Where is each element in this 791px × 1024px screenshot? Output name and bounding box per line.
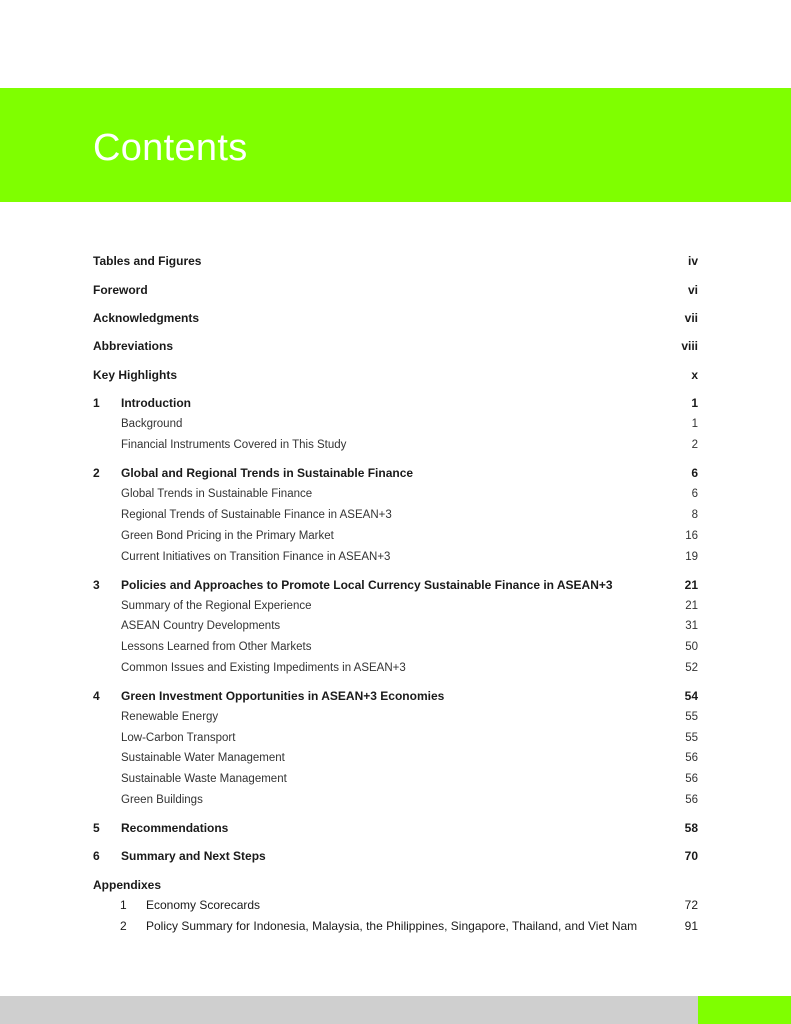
toc-entry-title: Global Trends in Sustainable Finance: [121, 488, 313, 500]
toc-entry-page: 58: [684, 821, 698, 835]
toc-entry-title: Acknowledgments: [93, 311, 200, 325]
toc-entry-title: Recommendations: [121, 821, 229, 835]
toc-entry[interactable]: [93, 659, 698, 677]
toc-entry-title: Background: [121, 418, 183, 430]
toc-entry[interactable]: [93, 527, 698, 545]
toc-entry[interactable]: [93, 337, 698, 355]
toc-entry[interactable]: [93, 687, 698, 705]
toc-entry-title: Sustainable Water Management: [121, 752, 285, 764]
toc-entry[interactable]: [93, 436, 698, 454]
toc-entry-page: 6: [691, 488, 698, 500]
toc-entry-title: Sustainable Waste Management: [121, 773, 287, 785]
toc-entry-title: Summary and Next Steps: [121, 849, 266, 863]
toc-entry[interactable]: [93, 770, 698, 788]
toc-entry[interactable]: [93, 309, 698, 327]
toc-entry-page: 55: [685, 732, 698, 744]
toc-entry[interactable]: [93, 415, 698, 433]
toc-entry[interactable]: [93, 464, 698, 482]
toc-entry[interactable]: [93, 749, 698, 767]
toc-entry-page: 56: [685, 752, 698, 764]
toc-entry-title: Green Buildings: [121, 794, 203, 806]
toc-entry-title: ASEAN Country Developments: [121, 620, 281, 632]
toc-entry-title: Policies and Approaches to Promote Local Currency Sustainable Finance in ASEAN+3: [121, 578, 613, 592]
toc-entry-title: Green Bond Pricing in the Primary Market: [121, 530, 334, 542]
page-title: Contents: [93, 127, 248, 169]
toc-entry-number: 1: [93, 396, 100, 410]
toc-entry-page: 56: [685, 773, 698, 785]
toc-entry[interactable]: [93, 896, 698, 914]
toc-entry-page: 72: [684, 898, 698, 912]
toc-entry-title: Low-Carbon Transport: [121, 732, 236, 744]
toc-entry-page: 55: [685, 711, 698, 723]
toc-entry-page: 8: [691, 509, 698, 521]
toc-entry-title: Renewable Energy: [121, 711, 219, 723]
toc-entry-number: 2: [120, 919, 127, 933]
toc-entry-number: 5: [93, 821, 100, 835]
toc-entry-page: 21: [684, 578, 698, 592]
toc-entry-title: Abbreviations: [93, 339, 174, 353]
toc-entry[interactable]: [93, 638, 698, 656]
toc-entry-page: 31: [685, 620, 698, 632]
toc-entry[interactable]: [93, 617, 698, 635]
toc-entry[interactable]: [93, 366, 698, 384]
toc-entry[interactable]: [93, 708, 698, 726]
toc-entry-title: Financial Instruments Covered in This Study: [121, 439, 347, 451]
toc-entry-page: vi: [687, 283, 698, 297]
toc-entry-title: Lessons Learned from Other Markets: [121, 641, 312, 653]
toc-entry-number: 1: [120, 898, 127, 912]
toc-entry-title: Economy Scorecards: [146, 898, 261, 912]
toc-entry[interactable]: [93, 394, 698, 412]
toc-entry-page: 56: [685, 794, 698, 806]
footer-bar: [0, 996, 698, 1024]
toc-entry-page: viii: [681, 339, 698, 353]
toc-entry-page: iv: [687, 254, 698, 268]
toc-entry-page: vii: [684, 311, 698, 325]
toc-entry-page: 21: [685, 600, 698, 612]
toc-entry-title: Regional Trends of Sustainable Finance in ASEAN+3: [121, 509, 392, 521]
toc-entry[interactable]: [93, 791, 698, 809]
toc-entry[interactable]: [93, 597, 698, 615]
toc-entry-number: 2: [93, 466, 100, 480]
toc-entry-title: Key Highlights: [93, 368, 178, 382]
footer-accent: [698, 996, 791, 1024]
toc-entry-title: Policy Summary for Indonesia, Malaysia, the Philippines, Singapore, Thailand, and Viet Nam: [146, 919, 638, 933]
toc-entry-title: Green Investment Opportunities in ASEAN+3 Economies: [121, 689, 445, 703]
toc-entry[interactable]: [93, 819, 698, 837]
toc-entry-page: 19: [685, 551, 698, 563]
toc-entry-page: 1: [691, 418, 698, 430]
toc-entry[interactable]: [93, 506, 698, 524]
toc-entry-number: 3: [93, 578, 100, 592]
toc-entry-page: 1: [691, 396, 698, 410]
toc-entry-title: Foreword: [93, 283, 148, 297]
toc-entry-title: Introduction: [121, 396, 191, 410]
toc-entry-page: 70: [684, 849, 698, 863]
toc-entry-title: Summary of the Regional Experience: [121, 600, 312, 612]
toc-entry-page: 54: [684, 689, 698, 703]
toc-entry-number: 6: [93, 849, 100, 863]
toc-entry-page: 91: [684, 919, 698, 933]
toc-entry-page: 2: [691, 439, 698, 451]
toc-entry-page: 50: [685, 641, 698, 653]
toc-entry[interactable]: [93, 281, 698, 299]
toc-entry-page: 16: [685, 530, 698, 542]
toc-entry[interactable]: [93, 252, 698, 270]
toc-entry-title: Current Initiatives on Transition Finance in ASEAN+3: [121, 551, 391, 563]
toc-entry[interactable]: [93, 917, 698, 935]
toc-entry[interactable]: [93, 548, 698, 566]
toc-entry-number: 4: [93, 689, 100, 703]
toc-entry-page: x: [691, 368, 698, 382]
toc-entry-title: Common Issues and Existing Impediments in ASEAN+3: [121, 662, 406, 674]
toc-entry-title: Tables and Figures: [93, 254, 202, 268]
toc-entry-page: 52: [685, 662, 698, 674]
toc-entry[interactable]: [93, 485, 698, 503]
toc-entry[interactable]: [93, 847, 698, 865]
toc-entry[interactable]: [93, 876, 698, 894]
toc-entry[interactable]: [93, 576, 698, 594]
toc-entry[interactable]: [93, 729, 698, 747]
toc-entry-page: 6: [691, 466, 698, 480]
toc-entry-title: Global and Regional Trends in Sustainable Finance: [121, 466, 414, 480]
toc-entry-title: Appendixes: [93, 878, 162, 892]
